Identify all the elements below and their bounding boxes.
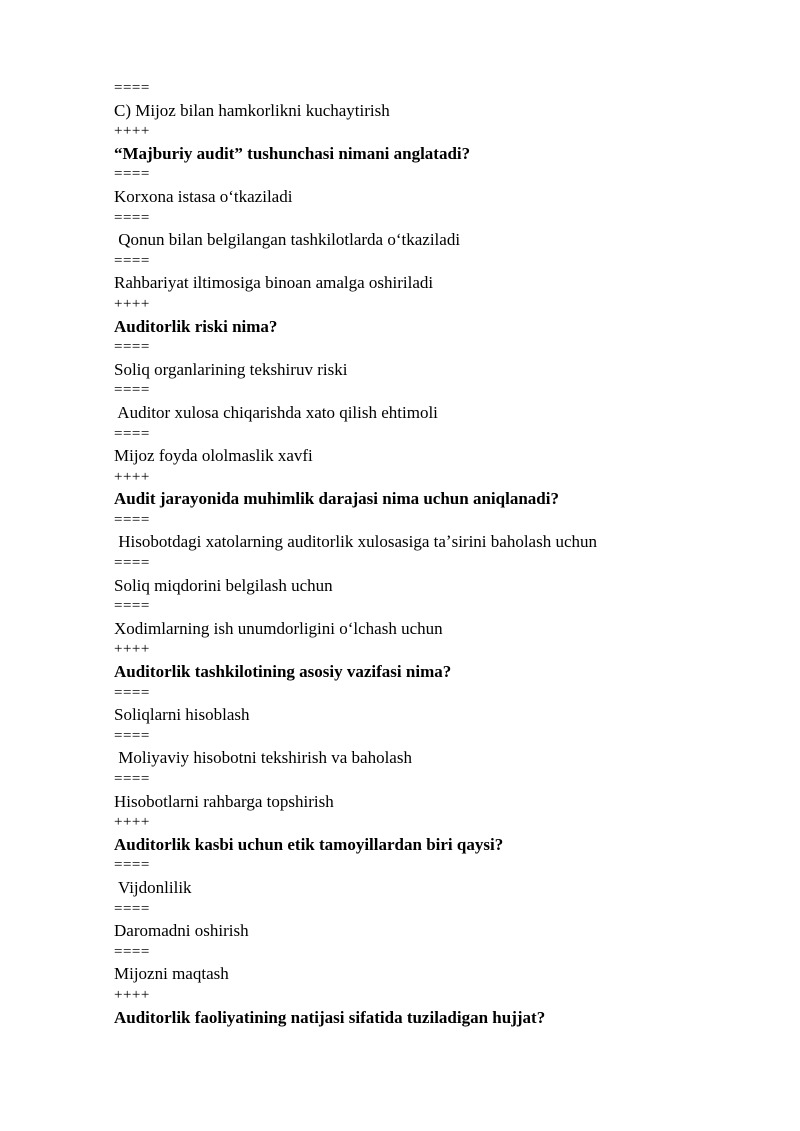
option-separator: ==== [114, 900, 150, 917]
option-separator: ==== [114, 209, 150, 226]
option-separator: ==== [114, 425, 150, 442]
question-text: Auditorlik kasbi uchun etik tamoyillardan biri qaysi? [114, 834, 504, 854]
answer-option: Hisobotdagi xatolarning auditorlik xulosasiga taʼsirini baholash uchun [114, 532, 597, 552]
answer-option: Daromadni oshirish [114, 921, 249, 941]
option-separator: ==== [114, 252, 150, 269]
question-text: Auditorlik riski nima? [114, 316, 278, 336]
option-separator: ==== [114, 857, 150, 874]
question-separator: ++++ [114, 986, 150, 1003]
answer-option: Moliyaviy hisobotni tekshirish va baholash [114, 748, 412, 768]
option-separator: ==== [114, 80, 150, 96]
answer-option: Hisobotlarni rahbarga topshirish [114, 791, 334, 811]
question-text: Audit jarayonida muhimlik darajasi nima uchun aniqlanadi? [114, 489, 559, 509]
question-separator: ++++ [114, 814, 150, 831]
answer-option: C) Mijoz bilan hamkorlikni kuchaytirish [114, 100, 390, 120]
answer-option: Soliq organlarining tekshiruv riski [114, 359, 348, 379]
option-separator: ==== [114, 727, 150, 744]
answer-option: Xodimlarning ish unumdorligini oʻlchash uchun [114, 618, 443, 638]
question-text: “Majburiy audit” tushunchasi nimani anglatadi? [114, 143, 471, 163]
answer-option: Mijozni maqtash [114, 964, 229, 984]
answer-option: Soliqlarni hisoblash [114, 705, 250, 725]
answer-option: Mijoz foyda ololmaslik xavfi [114, 446, 313, 466]
answer-option: Auditor xulosa chiqarishda xato qilish ehtimoli [114, 402, 438, 422]
option-separator: ==== [114, 339, 150, 356]
answer-option: Rahbariyat iltimosiga binoan amalga oshiriladi [114, 273, 434, 293]
question-separator: ++++ [114, 468, 150, 485]
option-separator: ==== [114, 555, 150, 572]
option-separator: ==== [114, 684, 150, 701]
question-separator: ++++ [114, 641, 150, 658]
question-text: Auditorlik tashkilotining asosiy vazifasi nima? [114, 662, 452, 682]
answer-option: Vijdonlilik [114, 877, 192, 897]
option-separator: ==== [114, 598, 150, 615]
option-separator: ==== [114, 943, 150, 960]
document-body [114, 78, 754, 1028]
answer-option: Soliq miqdorini belgilash uchun [114, 575, 333, 595]
question-text: Auditorlik faoliyatining natijasi sifatida tuziladigan hujjat? [114, 1007, 546, 1027]
question-separator: ++++ [114, 123, 150, 140]
option-separator: ==== [114, 166, 150, 183]
answer-option: Qonun bilan belgilangan tashkilotlarda oʻtkaziladi [114, 230, 461, 250]
answer-option: Korxona istasa oʻtkaziladi [114, 186, 293, 206]
option-separator: ==== [114, 771, 150, 787]
question-separator: ++++ [114, 295, 150, 312]
option-separator: ==== [114, 511, 150, 528]
option-separator: ==== [114, 382, 150, 399]
